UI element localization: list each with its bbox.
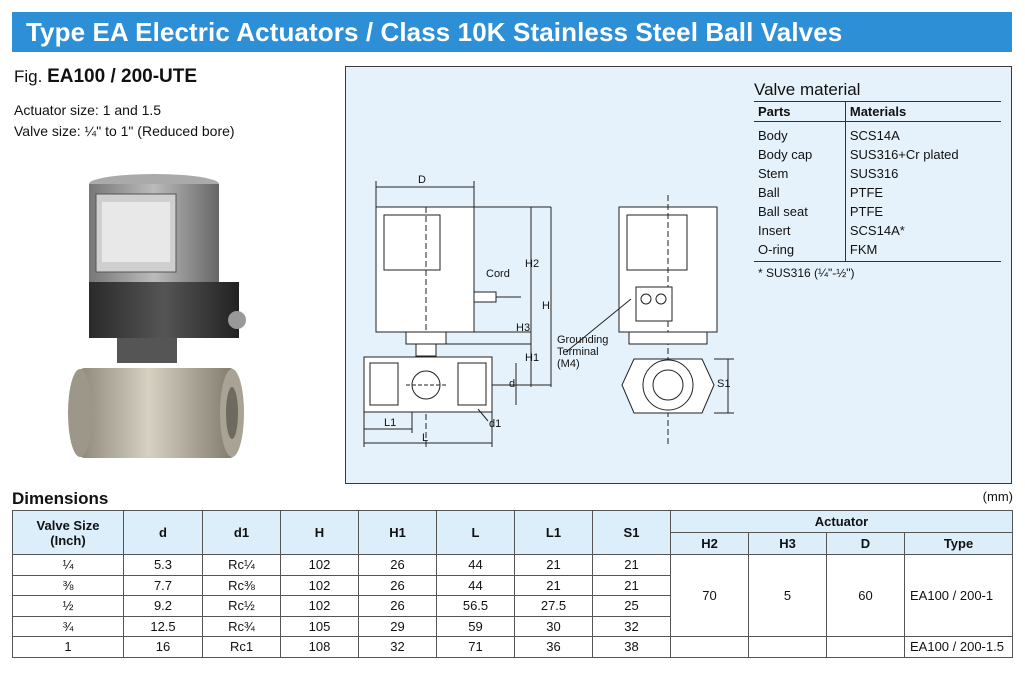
- s1-cell: 32: [593, 616, 671, 637]
- part-cell: Ball: [754, 183, 845, 202]
- l1-cell: 30: [515, 616, 593, 637]
- dim-label-d1: d1: [489, 418, 502, 430]
- part-cell: Body cap: [754, 145, 845, 164]
- size-cell: ½: [13, 596, 124, 617]
- s1-cell: 21: [593, 575, 671, 596]
- h1-cell: 29: [359, 616, 437, 637]
- d-cell: 5.3: [124, 555, 203, 576]
- d-cell: 9.2: [124, 596, 203, 617]
- size-cell: ⅜: [13, 575, 124, 596]
- table-row: [754, 183, 1001, 202]
- s1-cell: 21: [593, 555, 671, 576]
- h2-cell: 70: [671, 555, 749, 637]
- page-title: Type EA Electric Actuators / Class 10K Stainless Steel Ball Valves: [26, 17, 843, 47]
- valve-material-table: [754, 102, 1001, 262]
- d-header: d: [124, 511, 203, 555]
- l-cell: 71: [437, 637, 515, 658]
- h1-cell: 26: [359, 596, 437, 617]
- d-cell: 16: [124, 637, 203, 658]
- h-cell: 102: [281, 575, 359, 596]
- s1-header: S1: [593, 511, 671, 555]
- d1-cell: Rc¼: [203, 555, 281, 576]
- empty-actuator-cell: [827, 637, 905, 658]
- material-cell: PTFE: [849, 185, 884, 200]
- d1-cell: Rc1: [203, 637, 281, 658]
- dim-label-h: H: [542, 300, 550, 312]
- l1-cell: 21: [515, 575, 593, 596]
- material-cell: SCS14A*: [849, 223, 905, 238]
- h1-cell: 26: [359, 555, 437, 576]
- material-cell: SUS316: [849, 166, 899, 181]
- d1-cell: Rc¾: [203, 616, 281, 637]
- dim-label-h2: H2: [525, 258, 540, 270]
- valve-size-text: Valve size: ¼" to 1" (Reduced bore): [14, 123, 235, 139]
- l1-cell: 21: [515, 555, 593, 576]
- dimensions-table: [12, 510, 1013, 658]
- table-row: [754, 240, 1001, 262]
- l-cell: 44: [437, 575, 515, 596]
- d1-header: d1: [203, 511, 281, 555]
- h3-cell: 5: [749, 555, 827, 637]
- title-banner: [12, 12, 1012, 52]
- table-row: [754, 145, 1001, 164]
- figure-model: EA100 / 200-UTE: [47, 66, 198, 87]
- l-cell: 59: [437, 616, 515, 637]
- unit-label: (mm): [982, 489, 1013, 504]
- actuator-d-header: D: [827, 533, 905, 555]
- d-cell: 12.5: [124, 616, 203, 637]
- dim-label-l1: L1: [384, 417, 397, 429]
- dim-label-h1: H1: [525, 352, 540, 364]
- dimensions-title: Dimensions: [12, 489, 109, 508]
- cord-label: Cord: [486, 268, 510, 280]
- h-cell: 102: [281, 596, 359, 617]
- dim-label-s1: S1: [717, 378, 731, 390]
- product-photo: [62, 172, 252, 472]
- part-cell: Ball seat: [754, 202, 845, 221]
- l-cell: 56.5: [437, 596, 515, 617]
- h1-cell: 32: [359, 637, 437, 658]
- valve-size-header: Valve Size (Inch): [13, 511, 124, 555]
- h-cell: 105: [281, 616, 359, 637]
- h1-header: H1: [359, 511, 437, 555]
- s1-cell: 25: [593, 596, 671, 617]
- valve-material-section: [754, 80, 1001, 280]
- grounding-label-line3: (M4): [557, 358, 580, 370]
- material-cell: SUS316+Cr plated: [849, 147, 959, 162]
- grounding-label-line2: Terminal: [557, 346, 599, 358]
- h1-cell: 26: [359, 575, 437, 596]
- part-cell: O-ring: [754, 240, 845, 262]
- materials-header: Materials: [845, 102, 1001, 122]
- d1-cell: Rc½: [203, 596, 281, 617]
- material-footnote: * SUS316 (¼"-½"): [758, 266, 855, 280]
- material-cell: SCS14A: [849, 128, 900, 143]
- material-cell: PTFE: [849, 204, 884, 219]
- h3-header: H3: [749, 533, 827, 555]
- size-cell: ¼: [13, 555, 124, 576]
- table-row: [13, 555, 1013, 576]
- dim-label-h3: H3: [516, 322, 531, 334]
- l1-header: L1: [515, 511, 593, 555]
- table-row: [754, 122, 1001, 146]
- grounding-label-line1: Grounding: [557, 334, 609, 346]
- figure-prefix: Fig.: [14, 67, 43, 86]
- h2-header: H2: [671, 533, 749, 555]
- l1-cell: 36: [515, 637, 593, 658]
- actuator-header: Actuator: [671, 511, 1013, 533]
- dim-label-l: L: [422, 432, 429, 444]
- actuator-d-cell: 60: [827, 555, 905, 637]
- table-row: [754, 202, 1001, 221]
- figure-caption: [14, 66, 197, 88]
- part-cell: Insert: [754, 221, 845, 240]
- material-cell: FKM: [845, 240, 1001, 262]
- dim-label-d: d: [509, 378, 516, 390]
- type-cell: EA100 / 200-1: [905, 555, 1013, 637]
- h-header: H: [281, 511, 359, 555]
- l1-cell: 27.5: [515, 596, 593, 617]
- empty-actuator-cell: [749, 637, 827, 658]
- d1-cell: Rc⅜: [203, 575, 281, 596]
- table-row: [754, 164, 1001, 183]
- size-cell: ¾: [13, 616, 124, 637]
- actuator-size-text: Actuator size: 1 and 1.5: [14, 102, 162, 118]
- table-row: [754, 221, 1001, 240]
- table-row: [13, 637, 1013, 658]
- part-cell: Stem: [754, 164, 845, 183]
- type-cell: EA100 / 200-1.5: [905, 637, 1013, 658]
- type-header: Type: [905, 533, 1013, 555]
- l-header: L: [437, 511, 515, 555]
- valve-material-title: Valve material: [754, 80, 1001, 102]
- d-cell: 7.7: [124, 575, 203, 596]
- size-cell: 1: [13, 637, 124, 658]
- s1-cell: 38: [593, 637, 671, 658]
- h-cell: 102: [281, 555, 359, 576]
- l-cell: 44: [437, 555, 515, 576]
- dim-label-d-actuator: D: [418, 174, 426, 186]
- empty-actuator-cell: [671, 637, 749, 658]
- parts-header: Parts: [754, 102, 845, 122]
- part-cell: Body: [754, 122, 845, 146]
- h-cell: 108: [281, 637, 359, 658]
